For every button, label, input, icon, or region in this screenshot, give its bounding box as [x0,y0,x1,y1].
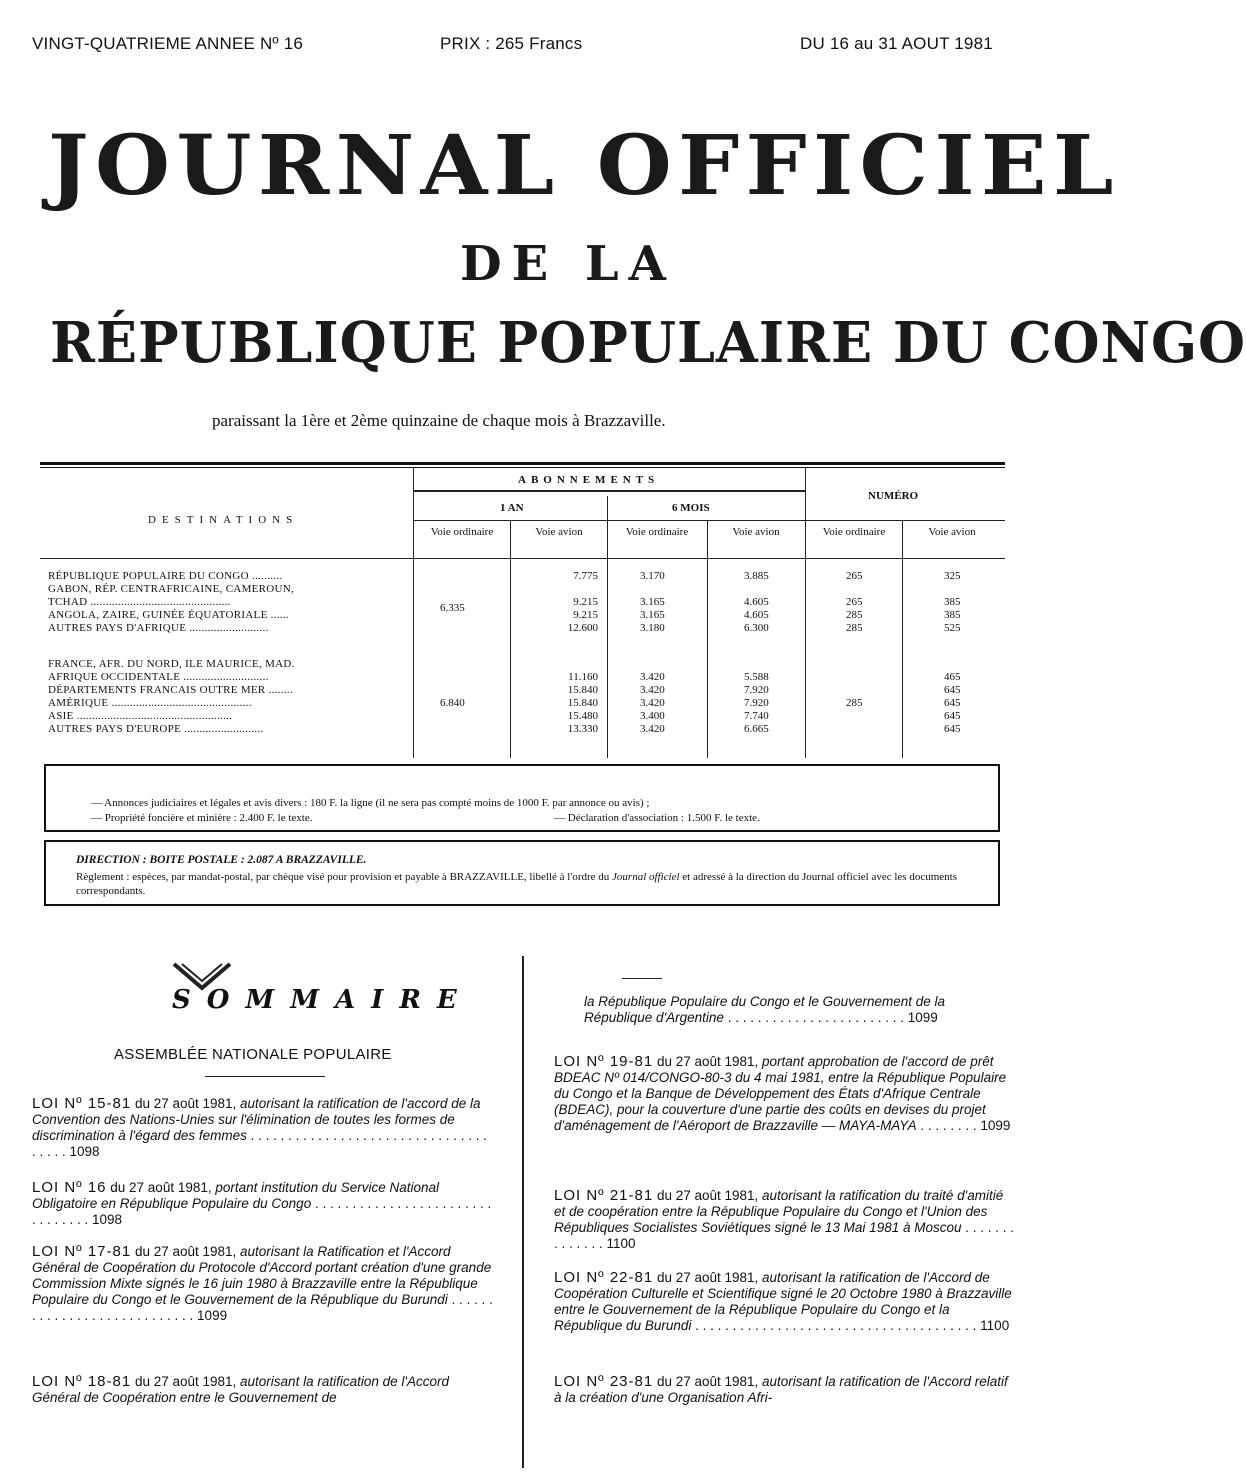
header-destinations: DESTINATIONS [148,514,299,526]
cell-6mois-ordinaire: 3.420 [640,671,665,683]
cell-6mois-avion: 4.605 [744,596,769,608]
col-6mois-ordinaire: Voie ordinaire [625,526,689,538]
cell-6mois-avion: 6.665 [744,723,769,735]
cell-1an-avion: 9.215 [573,609,598,621]
destination-row: ANGOLA, ZAIRE, GUINÉE ÉQUATORIALE ...... [48,609,289,621]
cell-1an-avion: 15.840 [567,697,598,709]
cell-6mois-avion: 7.920 [744,697,769,709]
direction-box [44,840,1000,906]
cell-num-avion: 645 [944,710,961,722]
group2-1an-ordinaire: 6.840 [440,697,465,709]
cell-1an-avion: 7.775 [573,570,598,582]
cell-num-avion: 645 [944,684,961,696]
column-divider [522,956,524,1468]
sommaire-entry: LOI Nº 17-81 du 27 août 1981, autorisant la Ratification et l'Accord Général de Coopération du Protocole d'Accord portant création d'une grande Commission Mixte signés le 16 juin 1980 à Brazzaville entre la République Populaire du Congo et le Gouvernement de la République du Burundi . . . . . . . . . . . . . . . . . . . . . . . . . . . . 1099 [32,1243,493,1323]
cell-1an-avion: 15.480 [567,710,598,722]
direction-journal-name: Journal officiel [612,871,680,883]
cell-6mois-ordinaire: 3.420 [640,697,665,709]
cell-6mois-avion: 7.740 [744,710,769,722]
issue-number: VINGT-QUATRIEME ANNEE Nº 16 [32,34,304,53]
cell-num-avion: 325 [944,570,961,582]
direction-text: Règlement : espèces, par mandat-postal, par chèque visé pour provision et payable à BRAZZAVILLE, libellé à l'ordre du Journal officiel et adressé à la direction du Journal officiel avec les documents correspondants. [76,871,957,897]
header-6-mois: 6 MOIS [672,502,710,514]
destination-row: AUTRES PAYS D'AFRIQUE .......................... [48,622,269,634]
destination-row: GABON, RÉP. CENTRAFRICAINE, CAMEROUN, [48,583,295,595]
cell-num-ordinaire: 265 [846,596,863,608]
price: PRIX : 265 Francs [440,34,583,53]
subscription-table [40,468,1005,758]
group2-num-ordinaire: 285 [846,697,863,709]
cell-6mois-avion: 6.300 [744,622,769,634]
cell-num-avion: 645 [944,697,961,709]
notice-annonces: — Annonces judiciaires et légales et avis divers : 180 F. la ligne (il ne sera pas compté moins de 1000 F. par annonce ou avis) ; [91,797,650,809]
col-num-ordinaire: Voie ordinaire [822,526,886,538]
sommaire-entry: LOI Nº 21-81 du 27 août 1981, autorisant la ratification du traité d'amitié et de coopération entre la République Populaire du Congo et l'Union des Républiques Socialistes Soviétiques signé le 13 Mai 1981 à Moscou . . . . . . . . . . . . . . 1100 [554,1187,1015,1251]
cell-6mois-ordinaire: 3.420 [640,684,665,696]
cell-1an-avion: 13.330 [567,723,598,735]
cell-6mois-ordinaire: 3.420 [640,723,665,735]
destination-row: TCHAD .............................................. [48,596,231,608]
cell-num-avion: 525 [944,622,961,634]
masthead-de-la: DE LA [460,236,676,292]
cell-6mois-ordinaire: 3.170 [640,570,665,582]
header-numero: NUMÉRO [868,490,919,502]
destination-row: RÉPUBLIQUE POPULAIRE DU CONGO .......... [48,570,283,582]
sommaire-entry-continued: la République Populaire du Congo et le Gouvernement de la République d'Argentine . . . . . . . . . . . . . . . . . . . . . . . . 1099 [584,994,945,1025]
destination-row: AUTRES PAYS D'EUROPE .......................... [48,723,264,735]
cell-6mois-avion: 3.885 [744,570,769,582]
header-abonnements: ABONNEMENTS [518,474,660,486]
cell-6mois-avion: 7.920 [744,684,769,696]
col-1an-ordinaire: Voie ordinaire [430,526,494,538]
cell-num-avion: 385 [944,596,961,608]
sommaire-entry: LOI Nº 22-81 du 27 août 1981, autorisant la ratification de l'Accord de Coopération Culturelle et Scientifique signé le 20 Octobre 1980 à Brazzaville entre le Gouvernement de la République Populaire du Congo et la République du Burundi . . . . . . . . . . . . . . . . . . . . . . . . . . . . . . . . . . . . . . 1100 [554,1269,1012,1333]
cell-6mois-avion: 4.605 [744,609,769,621]
notice-declaration: — Déclaration d'association : 1.500 F. le texte. [554,812,760,824]
cell-1an-avion: 11.160 [568,671,598,683]
cell-num-avion: 645 [944,723,961,735]
cell-1an-avion: 15.840 [567,684,598,696]
sommaire-entry: LOI Nº 18-81 du 27 août 1981, autorisant la ratification de l'Accord Général de Coopération entre le Gouvernement de [32,1373,449,1405]
table-top-rule [40,462,1005,465]
cell-1an-avion: 9.215 [573,596,598,608]
destination-row: ASIE ................................................... [48,710,233,722]
section-assemblee: ASSEMBLÉE NATIONALE POPULAIRE [114,1046,392,1063]
direction-title: DIRECTION : BOITE POSTALE : 2.087 A BRAZZAVILLE. [76,854,367,866]
cell-6mois-ordinaire: 3.165 [640,596,665,608]
cell-6mois-avion: 5.588 [744,671,769,683]
notice-propriete: — Propriété foncière et minière : 2.400 F. le texte. [91,812,313,824]
cell-num-avion: 465 [944,671,961,683]
sommaire-title: SOMMAIRE [172,985,473,1015]
destination-row: DÉPARTEMENTS FRANCAIS OUTRE MER ........ [48,684,294,696]
sommaire-entry: LOI Nº 15-81 du 27 août 1981, autorisant la ratification de l'accord de la Convention des Nations-Unies sur l'élimination de toutes les formes de discrimination à l'égard des femmes . . . . . . . . . . . . . . . . . . . . . . . . . . . . . . . . . . . . . 1098 [32,1095,487,1159]
destination-row: AFRIQUE OCCIDENTALE ............................ [48,671,269,683]
col-num-avion: Voie avion [928,526,976,538]
cell-6mois-ordinaire: 3.180 [640,622,665,634]
masthead-subtitle: paraissant la 1ère et 2ème quinzaine de chaque mois à Brazzaville. [212,411,666,430]
destination-row: FRANCE, AFR. DU NORD, ILE MAURICE, MAD. [48,658,295,670]
masthead-title: JOURNAL OFFICIEL [48,118,1120,214]
notices-box [44,764,1000,832]
cell-1an-avion: 12.600 [567,622,598,634]
col-6mois-avion: Voie avion [732,526,780,538]
cell-num-ordinaire: 265 [846,570,863,582]
destination-row: AMÉRIQUE .............................................. [48,697,252,709]
issue-period: DU 16 au 31 AOUT 1981 [800,34,993,53]
col-1an-avion: Voie avion [535,526,583,538]
masthead-country: RÉPUBLIQUE POPULAIRE DU CONGO [50,310,1246,376]
cell-num-ordinaire: 285 [846,622,863,634]
header-1-an: 1 AN [500,502,524,514]
cell-6mois-ordinaire: 3.165 [640,609,665,621]
cell-6mois-ordinaire: 3.400 [640,710,665,722]
sommaire-entry: LOI Nº 19-81 du 27 août 1981, portant approbation de l'accord de prêt BDEAC Nº 014/CONGO-80-3 du 4 mai 1981, entre la République Populaire du Congo et la Banque de Développement des États d'Afrique Centrale (BDEAC), pour la couverture d'une partie des coûts en devises du projet d'aménagement de l'Aéroport de Brazzaville — MAYA-MAYA . . . . . . . . 1099 [554,1053,1011,1133]
sommaire-entry: LOI Nº 23-81 du 27 août 1981, autorisant la ratification de l'Accord relatif à la création d'une Organisation Afri- [554,1373,1008,1405]
sommaire-entry: LOI Nº 16 du 27 août 1981, portant institution du Service National Obligatoire en République Populaire du Congo . . . . . . . . . . . . . . . . . . . . . . . . . . . . . . . . 1098 [32,1179,492,1227]
group1-1an-ordinaire: 6.335 [440,602,465,614]
cell-num-ordinaire: 285 [846,609,863,621]
cell-num-avion: 385 [944,609,961,621]
